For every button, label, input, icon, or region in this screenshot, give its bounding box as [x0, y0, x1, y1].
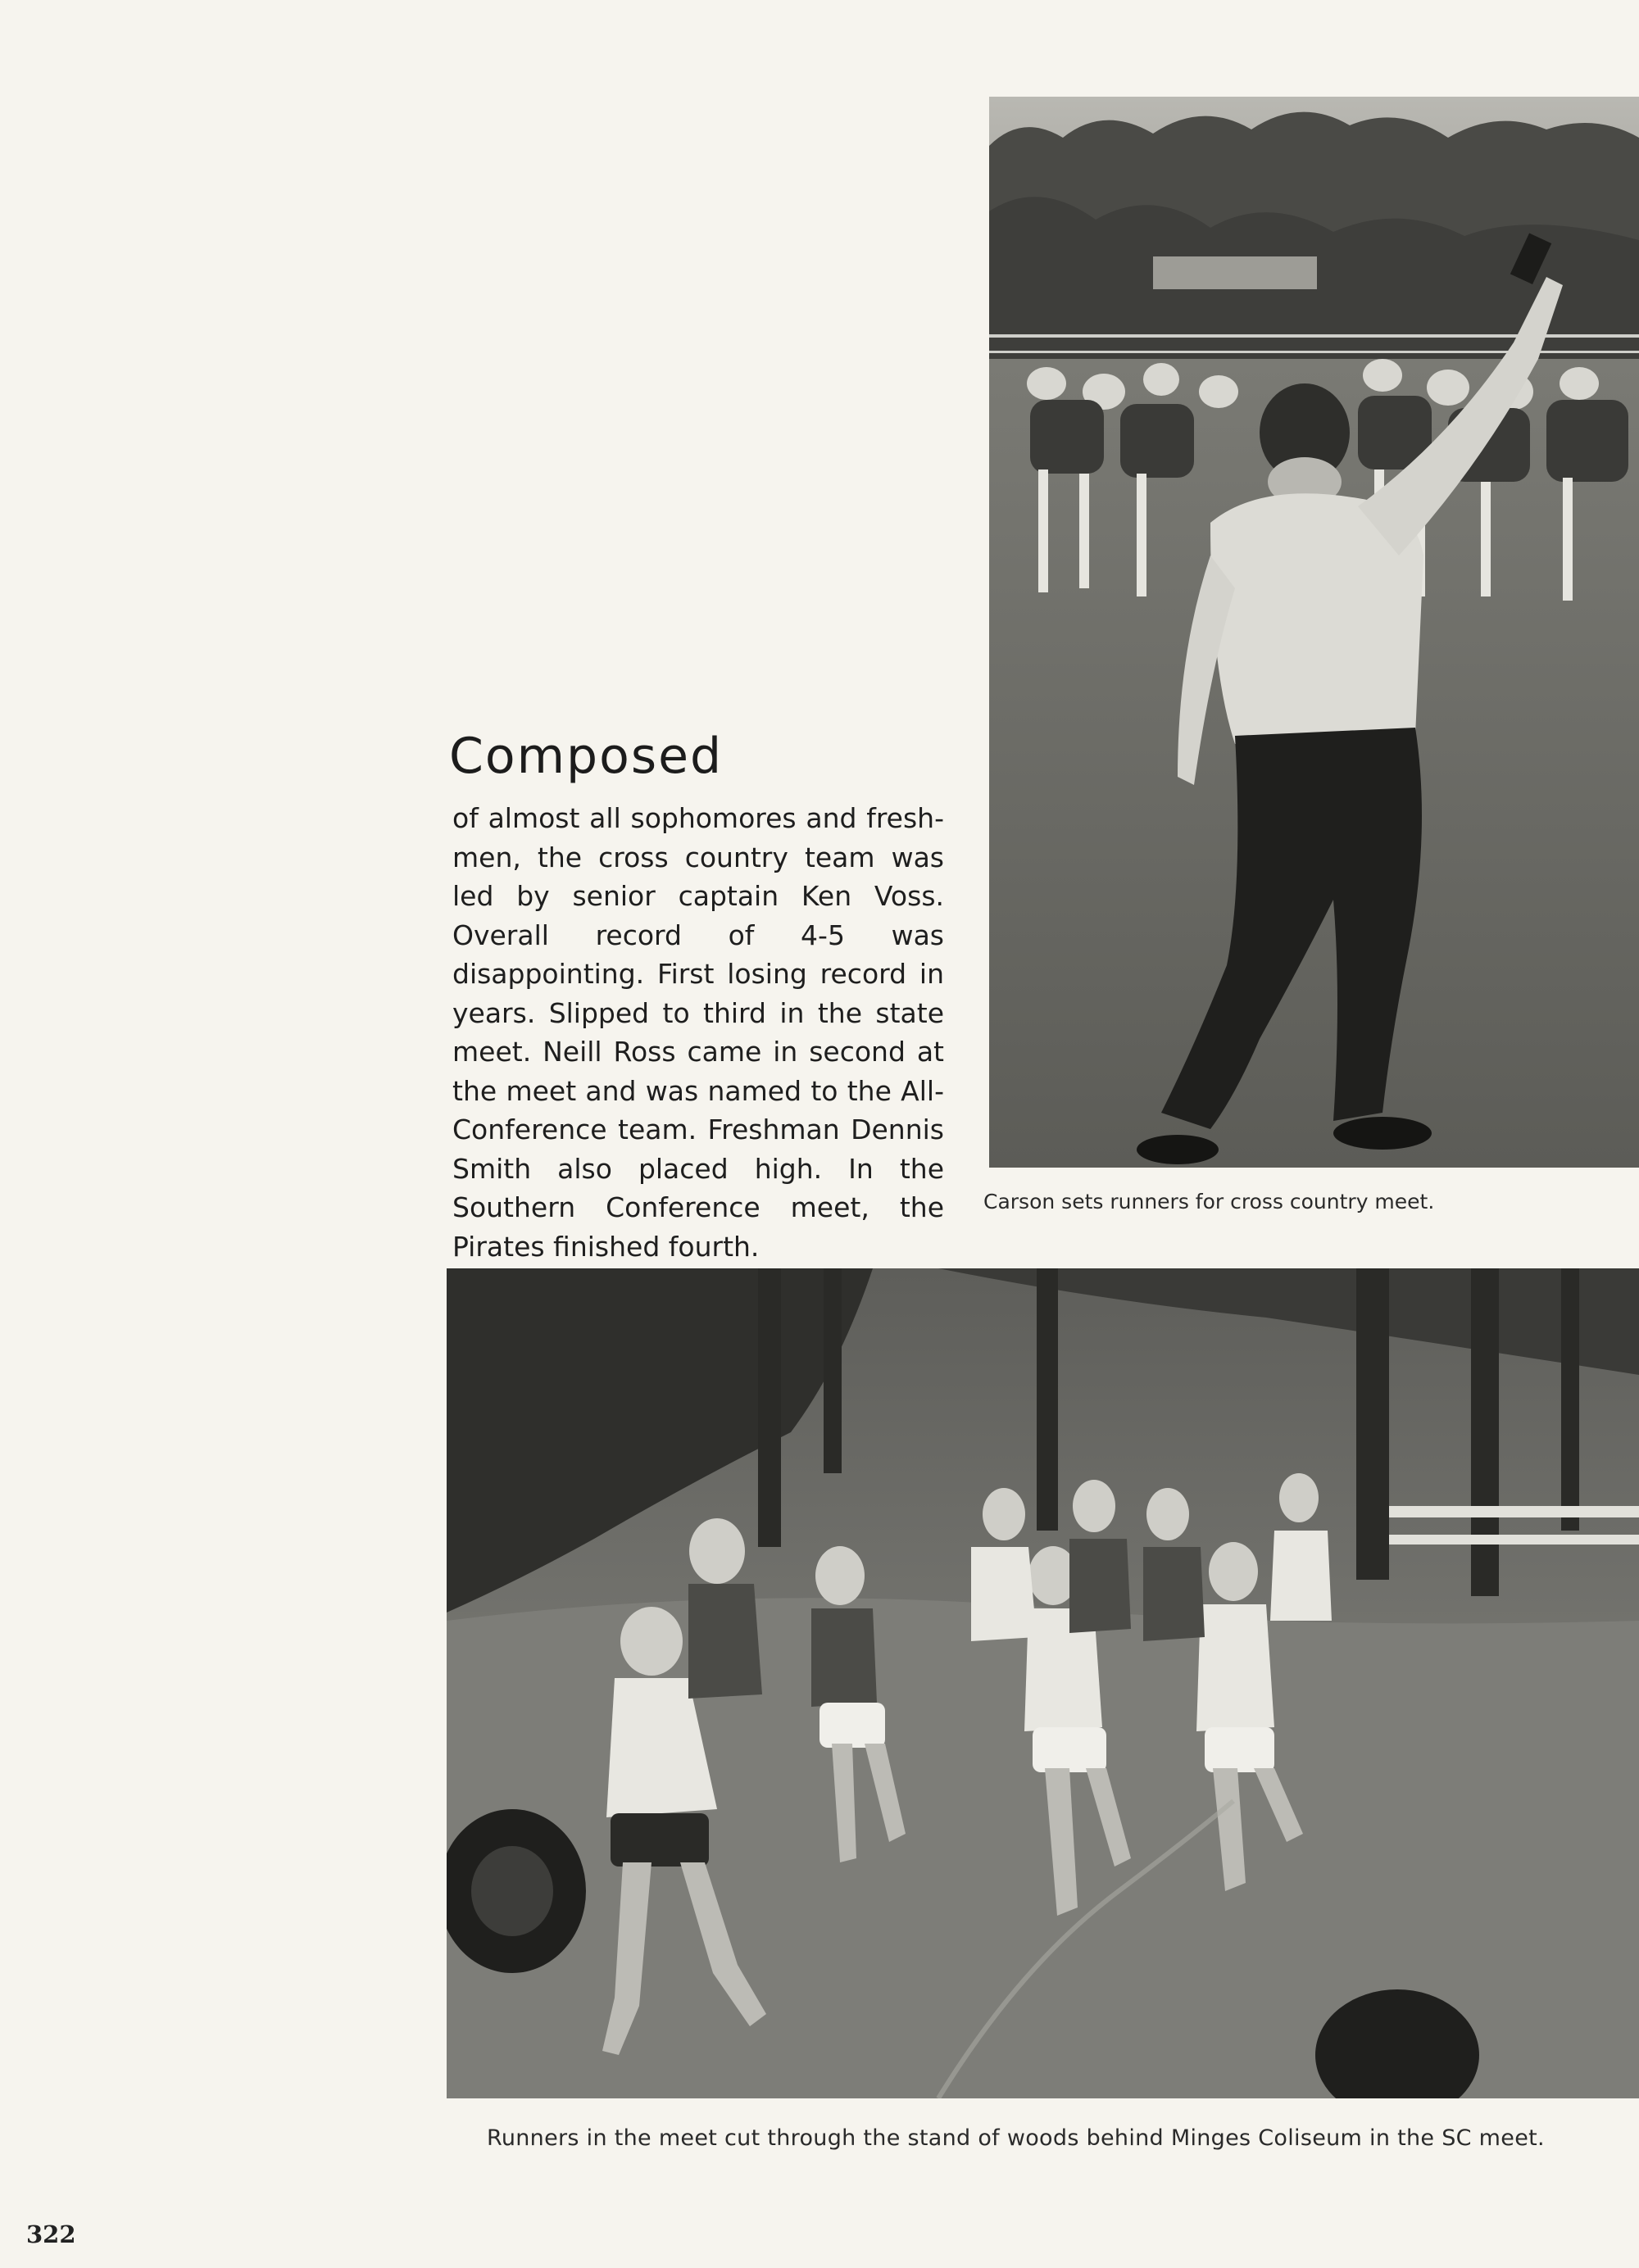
page-number: 322: [26, 2220, 76, 2248]
runners-photo: [447, 1268, 1639, 2098]
article-heading: Composed: [449, 728, 724, 785]
starter-photo-caption: Carson sets runners for cross country meet.: [983, 1190, 1435, 1213]
runners-photo-caption: Runners in the meet cut through the stand of woods behind Minges Coliseum in the SC meet.: [487, 2125, 1545, 2151]
article-body: of almost all sophomores and fresh-men, the cross country team was led by senior captain Ken Voss. Overall record of 4-5 was disappointing. First losing record in years. Slipped to third in the state meet. Neill Ross came in second at the meet and was named to the All-Conference team. Freshman Dennis Smith also placed high. In the Southern Conference meet, the Pirates finished fourth.: [452, 802, 944, 1263]
starter-photo: [989, 97, 1639, 1168]
